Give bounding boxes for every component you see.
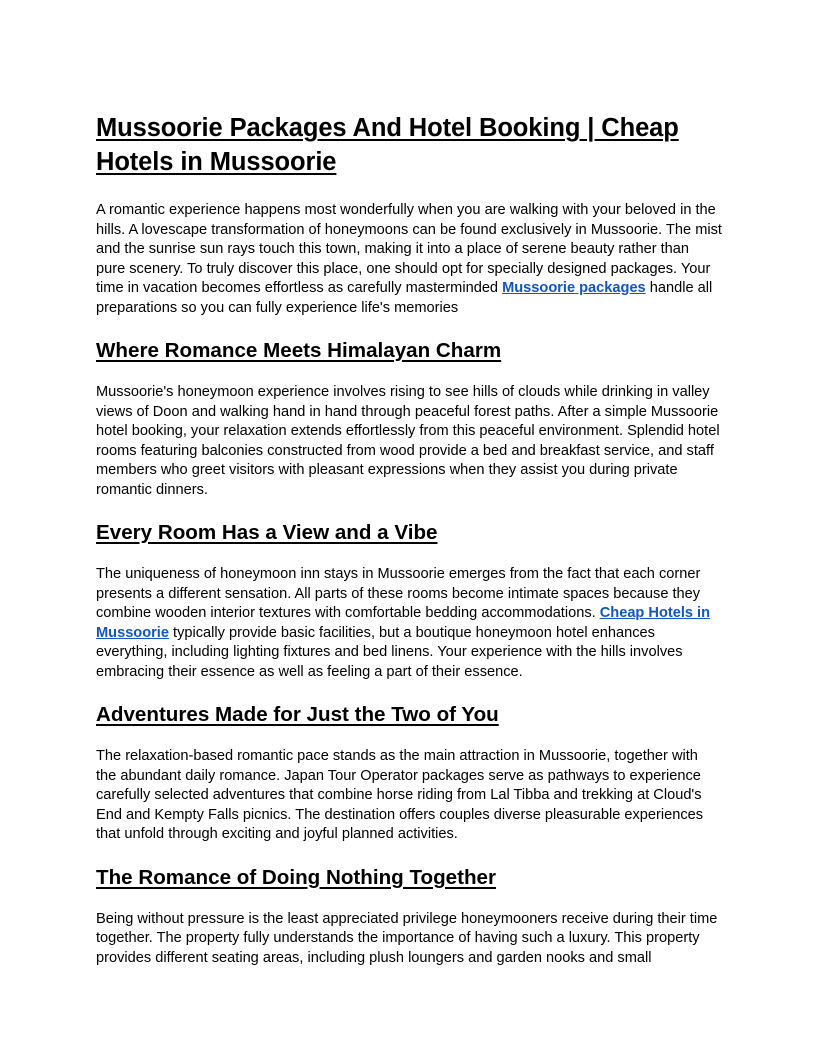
section-heading-doing-nothing: The Romance of Doing Nothing Together	[96, 865, 497, 889]
intro-text-before-link: A romantic experience happens most wonderfully when you are walking with your beloved in the hills. A lovescape transformation of honeymoons can be found exclusively in Mussoorie. The mist and the sunrise sun rays touch this town, making it into a place of serene beauty rather than pure scenery. To truly discover this place, one should opt for specially designed packages. Your time in vacation becomes effortless as carefully masterminded	[96, 202, 722, 296]
section-heading-adventures: Adventures Made for Just the Two of You	[96, 703, 499, 726]
mussoorie-packages-link[interactable]: Mussoorie packages	[502, 280, 646, 296]
cheap-hotels-link[interactable]: Cheap Hotels in Mussoorie	[96, 605, 711, 641]
section-heading-room-view: Every Room Has a View and a Vibe	[96, 521, 438, 544]
intro-paragraph	[96, 201, 722, 318]
intro-text-after-link: handle all preparations so you can fully experience life's memories	[96, 280, 713, 316]
section-body-romance: Mussoorie's honeymoon experience involves rising to see hills of clouds while drinking in valley views of Doon and walking hand in hand through peaceful forest paths. After a simple Mussoorie hotel booking, your relaxation extends effortlessly from this peaceful environment. Splendid hotel rooms featuring balconies constructed from wood provide a bed and breakfast service, and staff members who greet visitors with pleasant expressions when they assist you during private romantic dinners.	[96, 384, 720, 498]
section-body-room-view	[96, 565, 722, 682]
document-page	[96, 111, 722, 968]
page-title: Mussoorie Packages And Hotel Booking | Cheap Hotels in Mussoorie	[96, 114, 679, 176]
room-text-after-link: typically provide basic facilities, but a boutique honeymoon hotel enhances everything, including lighting fixtures and bed linens. Your experience with the hills involves embracing their essence as well as feeling a part of their essence.	[96, 624, 683, 680]
room-text-before-link: The uniqueness of honeymoon inn stays in Mussoorie emerges from the fact that each corner presents a different sensation. All parts of these rooms become intimate spaces because they combine wooden interior textures with comfortable bedding accommodations.	[96, 566, 701, 621]
section-body-doing-nothing: Being without pressure is the least appreciated privilege honeymooners receive during their time together. The property fully understands the importance of having such a luxury. This property provides different seating areas, including plush loungers and garden nooks and small	[96, 910, 718, 966]
section-heading-romance: Where Romance Meets Himalayan Charm	[96, 339, 502, 362]
section-body-adventures: The relaxation-based romantic pace stands as the main attraction in Mussoorie, together with the abundant daily romance. Japan Tour Operator packages serve as pathways to experience carefully selected adventures that combine horse riding from Lal Tibba and trekking at Cloud's End and Kempty Falls picnics. The destination offers couples diverse pleasurable experiences that unfold through exciting and joyful planned activities.	[96, 748, 704, 842]
